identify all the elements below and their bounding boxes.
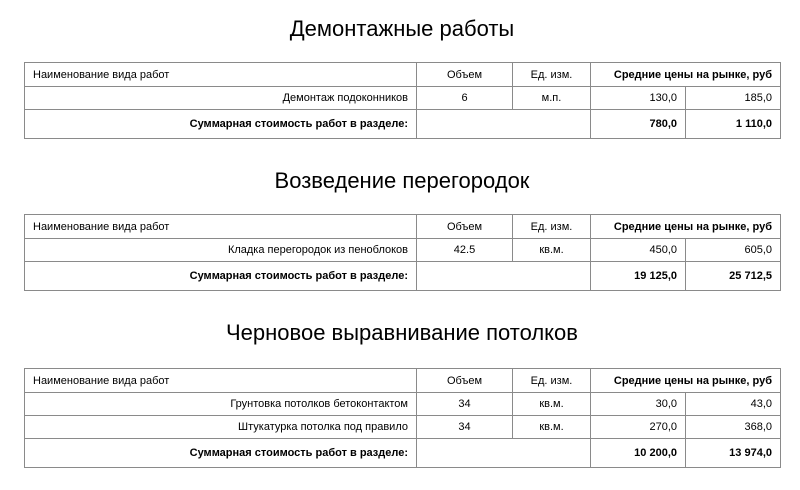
header-prices: Средние цены на рынке, руб (591, 215, 781, 239)
total-row (25, 110, 781, 139)
works-table (24, 214, 781, 291)
section-title: Возведение перегородок (274, 168, 530, 193)
header-name: Наименование вида работ (25, 215, 417, 239)
work-volume: 6 (417, 87, 513, 110)
total-max: 13 974,0 (686, 439, 781, 468)
total-max: 25 712,5 (686, 262, 781, 291)
header-unit: Ед. изм. (513, 215, 591, 239)
total-max: 1 110,0 (686, 110, 781, 139)
header-name: Наименование вида работ (25, 369, 417, 393)
total-row (25, 262, 781, 291)
price-max: 605,0 (686, 239, 781, 262)
section-title: Демонтажные работы (289, 16, 515, 41)
work-name: Демонтаж подоконников (25, 87, 417, 110)
header-unit: Ед. изм. (513, 369, 591, 393)
work-volume: 34 (417, 393, 513, 416)
total-min: 10 200,0 (591, 439, 686, 468)
total-row (25, 439, 781, 468)
work-name: Штукатурка потолка под правило (25, 416, 417, 439)
work-name: Грунтовка потолков бетоконтактом (25, 393, 417, 416)
section-title: Черновое выравнивание потолков (226, 320, 578, 345)
work-unit: кв.м. (513, 239, 591, 262)
work-unit: кв.м. (513, 393, 591, 416)
header-volume: Объем (417, 63, 513, 87)
total-label: Суммарная стоимость работ в разделе: (25, 110, 417, 139)
works-table (24, 62, 781, 139)
price-min: 130,0 (591, 87, 686, 110)
work-unit: м.п. (513, 87, 591, 110)
price-max: 43,0 (686, 393, 781, 416)
work-volume: 34 (417, 416, 513, 439)
table-row (25, 393, 781, 416)
total-empty-cell (417, 110, 591, 139)
work-name: Кладка перегородок из пеноблоков (25, 239, 417, 262)
total-min: 780,0 (591, 110, 686, 139)
header-volume: Объем (417, 369, 513, 393)
header-name: Наименование вида работ (25, 63, 417, 87)
price-min: 450,0 (591, 239, 686, 262)
works-table (24, 368, 781, 468)
header-prices: Средние цены на рынке, руб (591, 369, 781, 393)
header-unit: Ед. изм. (513, 63, 591, 87)
price-min: 30,0 (591, 393, 686, 416)
table-row (25, 239, 781, 262)
work-unit: кв.м. (513, 416, 591, 439)
total-empty-cell (417, 439, 591, 468)
table-header-row (25, 215, 781, 239)
total-empty-cell (417, 262, 591, 291)
header-prices: Средние цены на рынке, руб (591, 63, 781, 87)
header-volume: Объем (417, 215, 513, 239)
table-header-row (25, 63, 781, 87)
price-max: 185,0 (686, 87, 781, 110)
table-row (25, 87, 781, 110)
work-volume: 42.5 (417, 239, 513, 262)
total-label: Суммарная стоимость работ в разделе: (25, 262, 417, 291)
table-row (25, 416, 781, 439)
price-max: 368,0 (686, 416, 781, 439)
table-header-row (25, 369, 781, 393)
total-label: Суммарная стоимость работ в разделе: (25, 439, 417, 468)
price-min: 270,0 (591, 416, 686, 439)
total-min: 19 125,0 (591, 262, 686, 291)
